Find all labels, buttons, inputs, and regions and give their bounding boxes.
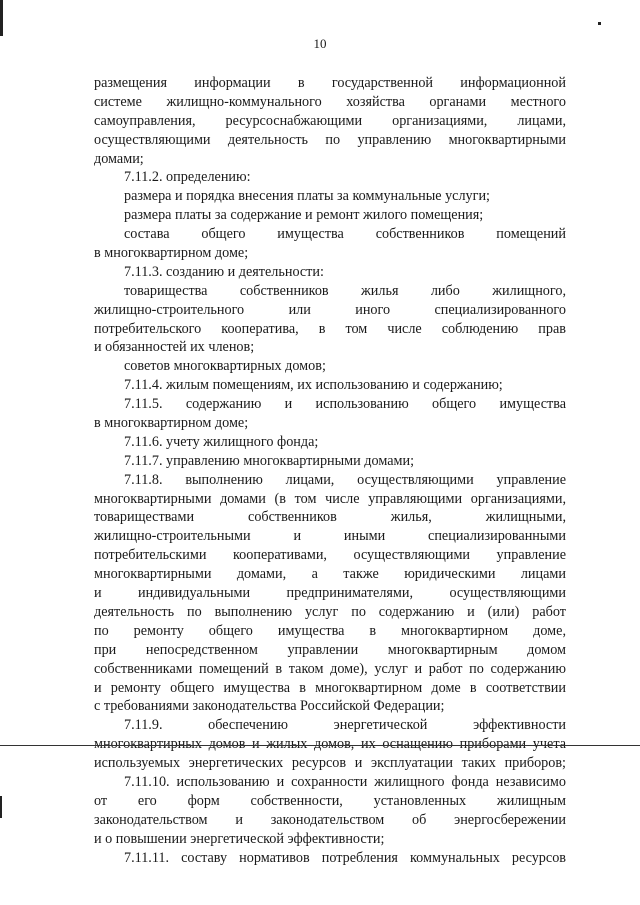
text-line: с требованиями законодательства Российской Федерации; xyxy=(94,698,445,715)
text-line: 7.11.8. выполнению лицами, осуществляющими управление xyxy=(124,471,566,488)
text-line: жилищно-строительного или иного специализированного xyxy=(94,301,566,318)
text-line: 7.11.3. созданию и деятельности: xyxy=(124,263,324,280)
text-line: 7.11.10. использованию и сохранности жилищного фонда независимо xyxy=(124,773,566,790)
text-line: 7.11.4. жилым помещениям, их использованию и содержанию; xyxy=(124,377,503,394)
text-line: состава общего имущества собственников помещений xyxy=(124,226,566,243)
text-line: 7.11.5. содержанию и использованию общего имущества xyxy=(124,396,566,413)
text-line: самоуправления, ресурсоснабжающими организациями, лицами, xyxy=(94,112,566,129)
text-line: от его форм собственности, установленных жилищным xyxy=(94,792,566,809)
text-line: размера и порядка внесения платы за коммунальные услуги; xyxy=(124,188,490,205)
text-line: и обязанностей их членов; xyxy=(94,339,255,356)
text-line: и ремонту общего имущества в многоквартирном доме в соответствии xyxy=(94,679,566,696)
text-line: и индивидуальными предпринимателями, осуществляющими xyxy=(94,585,566,602)
scan-line-artifact xyxy=(0,745,640,746)
text-line: 7.11.2. определению: xyxy=(124,169,251,186)
text-line: собственниками помещений в таком доме), услуг и работ по содержанию xyxy=(94,660,566,677)
text-line: советов многоквартирных домов; xyxy=(124,358,326,375)
page-number: 10 xyxy=(313,36,327,51)
text-line: домами; xyxy=(94,150,144,167)
text-line: деятельность по выполнению услуг по содержанию и (или) работ xyxy=(94,603,566,620)
text-line: жилищно-строительными и иными специализированными xyxy=(94,528,566,545)
text-line: системе жилищно-коммунального хозяйства органами местного xyxy=(94,93,566,110)
text-line: осуществляющими деятельность по управлению многоквартирными xyxy=(94,131,566,148)
text-line: многоквартирными домами, а также юридическими лицами xyxy=(94,566,566,583)
text-line: размера платы за содержание и ремонт жилого помещения; xyxy=(124,207,484,224)
text-line: многоквартирных домов и жилых домов, их оснащению приборами учета xyxy=(94,736,566,753)
text-line: при непосредственном управлении многоквартирным домом xyxy=(94,641,566,658)
document-body xyxy=(94,74,566,867)
text-line: в многоквартирном доме; xyxy=(94,245,249,262)
text-line: законодательством и законодательством об энергосбережении xyxy=(94,811,566,828)
text-line: потребительского кооператива, в том числе соблюдению прав xyxy=(94,320,566,337)
scan-speck xyxy=(598,22,601,25)
text-line: в многоквартирном доме; xyxy=(94,415,249,432)
text-line: многоквартирными домами (в том числе управляющими организациями, xyxy=(94,490,566,507)
text-line: размещения информации в государственной информационной xyxy=(94,75,566,91)
text-line: товарищества собственников жилья либо жилищного, xyxy=(124,282,566,299)
text-line: 7.11.7. управлению многоквартирными домами; xyxy=(124,452,415,469)
text-line: по ремонту общего имущества в многоквартирном доме, xyxy=(94,622,566,639)
text-line: 7.11.6. учету жилищного фонда; xyxy=(124,433,319,450)
text-line: и о повышении энергетической эффективности; xyxy=(94,830,385,847)
scan-edge-mark xyxy=(0,0,3,36)
scan-edge-mark xyxy=(0,796,2,818)
text-line: 7.11.9. обеспечению энергетической эффективности xyxy=(124,717,566,734)
text-line: товариществами собственников жилья, жилищными, xyxy=(94,509,566,526)
text-line: потребительскими кооперативами, осуществляющими управление xyxy=(94,547,566,564)
text-line: 7.11.11. составу нормативов потребления коммунальных ресурсов xyxy=(124,849,566,866)
text-line: используемых энергетических ресурсов и эксплуатации таких приборов; xyxy=(94,755,566,772)
